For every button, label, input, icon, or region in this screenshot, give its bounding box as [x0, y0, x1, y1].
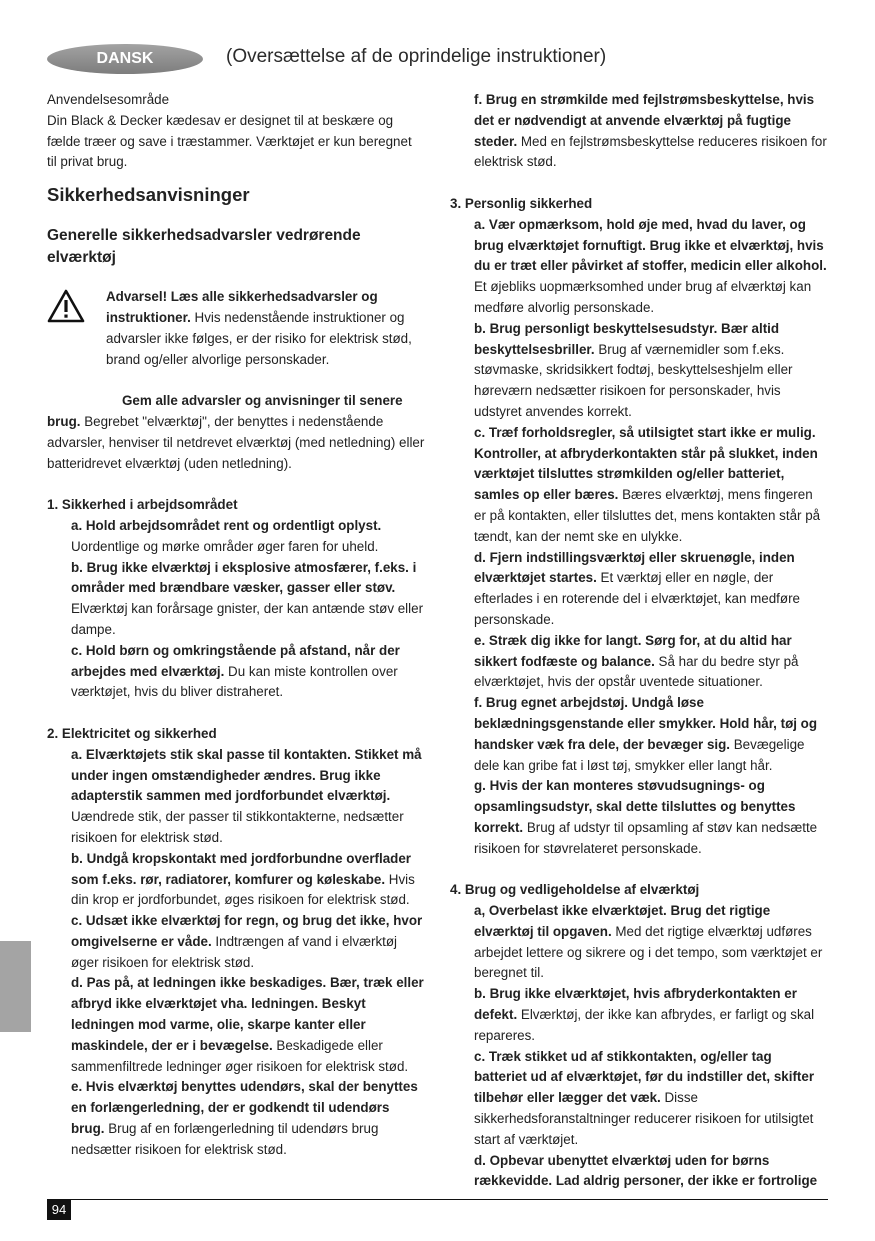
list-item: e. Stræk dig ikke for langt. Sørg for, at du altid har sikkert fodfæste og balance. Så har du bedre styr på elværktøjet, hvis der opstår uventede situationer. — [474, 632, 799, 690]
list-item: d. Pas på, at ledningen ikke beskadiges. Bær, træk eller afbryd ikke elværktøjet vha. ledningen. Beskyt ledningen mod varme, olie, skarpe kanter eller maskindele, der er i bevægelse. Beskadigede eller sammenfiltrede ledninger øger risikoen for elektrisk stød. — [71, 975, 424, 1074]
list-item: d. Opbevar ubenyttet elværktøj uden for børns rækkevidde. Lad aldrig personer, der ikke er fortrolige — [474, 1152, 818, 1189]
list-item: d. Fjern indstillingsværktøj eller skruenøgle, inden elværktøjet startes. Et værktøj eller en nøgle, der efterlades i en roterende del i elværktøjet, kan medføre personskade. — [474, 549, 800, 627]
right-column — [450, 90, 828, 1192]
safety-heading: Sikkerhedsanvisninger — [47, 184, 250, 206]
list-item: b. Brug ikke elværktøjet, hvis afbryderkontakten er defekt. Elværktøj, der ikke kan afbrydes, er farligt og skal repareres. — [474, 986, 815, 1043]
warning-bold: Advarsel! Læs alle sikkerhedsadvarsler og instruktioner. — [106, 289, 378, 325]
language-badge: DANSK — [47, 44, 203, 74]
list-item: e. Hvis elværktøj benyttes udendørs, skal der benyttes en forlængerledning, der er godkendt til udendørs brug. Brug af en forlængerledning til udendørs brug nedsætter risikoen for elektrisk stød. — [71, 1079, 418, 1157]
warning-triangle-icon — [47, 289, 85, 323]
list-item: a. Elværktøjets stik skal passe til kontakten. Stikket må under ingen omstændigheder ændres. Brug ikke adapterstik sammen med jordforbundet elværktøj. Uændrede stik, der passer til stikkontakterne, nedsætter risikoen for elektrisk stød. — [71, 746, 422, 845]
list-item: a. Vær opmærksom, hold øje med, hvad du laver, og brug elværktøjet fornuftigt. Brug ikke et elværktøj, hvis du er træt eller påvirket af stoffer, medicin eller alkohol. Et øjebliks uopmærksomhed under brug af elværktøj kan medføre alvorlig personskade. — [474, 216, 827, 315]
keep-instructions — [47, 391, 425, 474]
page-number: 94 — [47, 1200, 71, 1220]
list-item: c. Træk stikket ud af stikkontakten, og/eller tag batteriet ud af elværktøjet, før du indstiller det, skifter tilbehør eller lægger det væk. Disse sikkerhedsforanstaltninger reducerer risikoen for utilsigtet start af værktøjet. — [474, 1048, 815, 1147]
list-item: b. Brug personligt beskyttelsesudstyr. Bær altid beskyttelsesbriller. Brug af værnemidler som f.eks. støvmaske, skridsikkert fodtøj, beskyttelseshjelm eller høreværn nedsætter risikoen for personskader, hvis udstyret anvendes korrekt. — [474, 320, 793, 419]
list-item: a, Overbelast ikke elværktøjet. Brug det rigtige elværktøj til opgaven. Med det rigtige elværktøj udføres arbejdet lettere og sikrere og i det tempo, som værktøjet er beregnet til. — [474, 903, 823, 981]
keep-text: Begrebet "elværktøj", der benyttes i nedenstående advarsler, henviser til netdrevet elværktøj (med netledning) eller batteridrevet elværktøj (uden netledning). — [47, 413, 425, 471]
warning-block — [47, 287, 425, 370]
section-3-title: 3. Personlig sikkerhed — [450, 195, 593, 211]
safety-subheading: Generelle sikkerhedsadvarsler vedrørende elværktøj — [47, 227, 361, 267]
list-item: f. Brug en strømkilde med fejlstrømsbeskyttelse, hvis det er nødvendigt at anvende elværktøj på fugtige steder. Med en fejlstrømsbeskyttelse reduceres risikoen for elektrisk stød. — [474, 92, 827, 170]
footer-rule — [47, 1199, 828, 1200]
section-4-title: 4. Brug og vedligeholdelse af elværktøj — [450, 882, 700, 898]
list-item: a. Hold arbejdsområdet rent og ordentligt oplyst. Uordentlige og mørke områder øger faren for uheld. — [71, 517, 382, 554]
side-tab-marker — [0, 941, 31, 1032]
list-item: f. Brug egnet arbejdstøj. Undgå løse beklædningsgenstande eller smykker. Hold hår, tøj og handsker væk fra dele, der bevæger sig. Bevægelige dele kan gribe fat i løst tøj, smykker eller langt hår. — [474, 695, 818, 773]
list-item: b. Undgå kropskontakt med jordforbundne overflader som f.eks. rør, radiatorer, komfurer og køleskabe. Hvis din krop er jordforbundet, øges risikoen for elektrisk stød. — [71, 850, 415, 908]
section-1-title: 1. Sikkerhed i arbejdsområdet — [47, 497, 238, 513]
list-item: b. Brug ikke elværktøj i eksplosive atmosfærer, f.eks. i områder med brændbare væsker, gasser eller støv. Elværktøj kan forårsage gnister, der kan antænde støv eller dampe. — [71, 559, 424, 637]
list-item: c. Hold børn og omkringstående på afstand, når der arbejdes med elværktøj. Du kan miste kontrollen over værktøjet, hvis du bliver distraheret. — [71, 642, 400, 700]
section-2-title: 2. Elektricitet og sikkerhed — [47, 725, 217, 741]
header-subtitle: (Oversættelse af de oprindelige instruktioner) — [226, 46, 607, 67]
list-item: g. Hvis der kan monteres støvudsugnings- og opsamlingsudstyr, skal dette tilsluttes og benyttes korrekt. Brug af udstyr til opsamling af støv kan nedsætte risikoen for støvrelateret personskade. — [474, 778, 818, 856]
intro-text: Din Black & Decker kædesav er designet til at beskære og fælde træer og save i træstammer. Værktøjet er kun beregnet til privat brug. — [47, 112, 412, 170]
list-item: c. Træf forholdsregler, så utilsigtet start ikke er mulig. Kontroller, at afbryderkontakten står på slukket, inden værktøjet tilsluttes strømkilden og/eller batteriet, samles op eller bæres. Bæres elværktøj, mens fingeren er på kontakten, eller tilsluttes det, mens kontakten står på tændt, kan der nemt ske en ulykke. — [474, 424, 821, 544]
intro-title: Anvendelsesområde — [47, 92, 170, 107]
keep-bold: Gem alle advarsler og anvisninger til senere brug. — [47, 393, 403, 429]
list-item: c. Udsæt ikke elværktøj for regn, og brug det ikke, hvor omgivelserne er våde. Indtrængen af vand i elværktøj øger risikoen for elektrisk stød. — [71, 913, 423, 970]
left-column — [47, 90, 425, 1161]
warning-rest: Hvis nedenstående instruktioner og advarsler ikke følges, er der risiko for elektrisk stød, brand og/eller alvorlige personskader. — [106, 309, 412, 367]
warning-text — [106, 287, 425, 370]
